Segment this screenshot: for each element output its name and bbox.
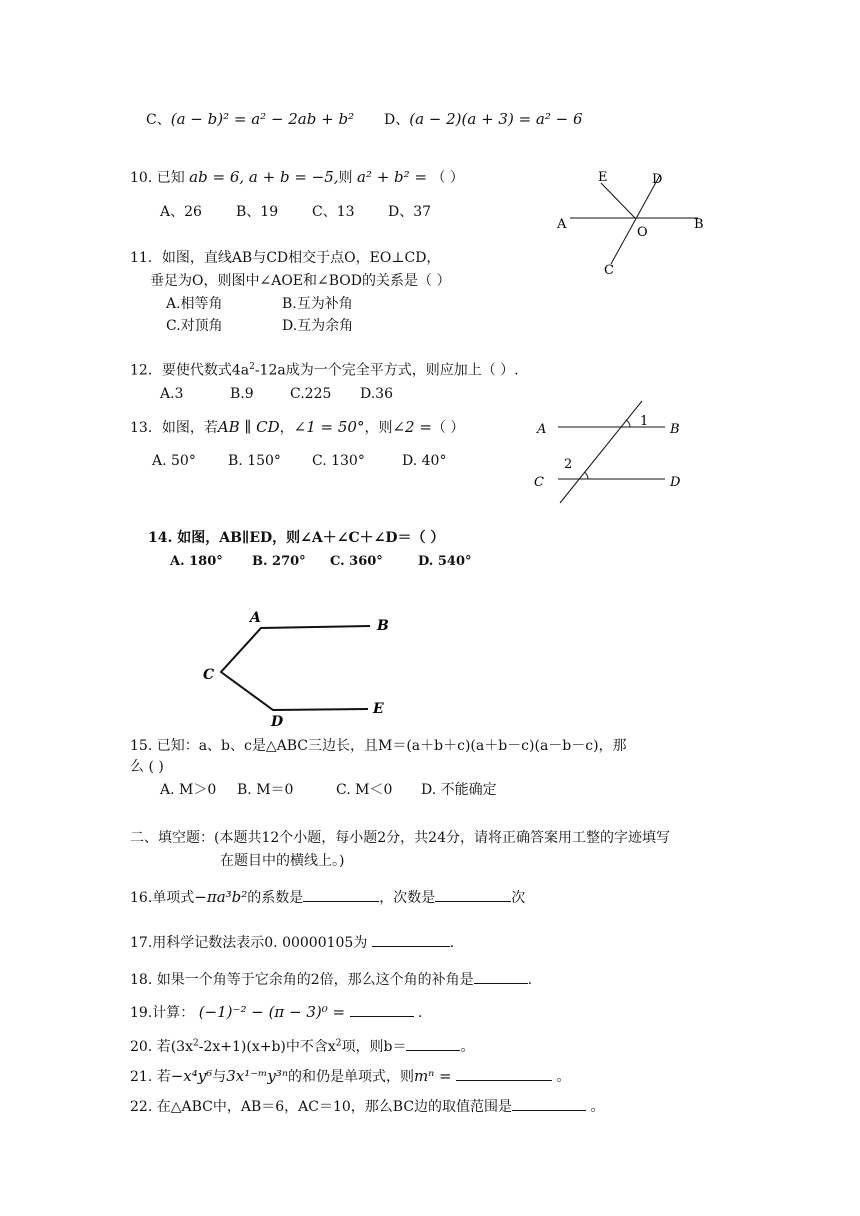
line-cd — [611, 175, 660, 264]
q16-pre: 16.单项式 — [130, 890, 195, 906]
q20-post1: 项，则b＝ — [341, 1039, 407, 1055]
q16-blank-degree[interactable] — [435, 887, 511, 902]
q20-sup1: 2 — [192, 1038, 199, 1049]
q19 — [130, 1002, 423, 1022]
q14-option-b: B. 270° — [252, 554, 306, 569]
label-d: D — [271, 714, 284, 730]
q19-pre: 19.计算： — [130, 1005, 195, 1021]
q19-blank[interactable] — [350, 1002, 414, 1017]
q13-figure — [530, 395, 700, 510]
q10-option-c: C、13 — [312, 204, 355, 220]
label-d: D — [652, 172, 663, 187]
q12-stem-sup: 2 — [249, 362, 255, 372]
label-c: C — [534, 475, 544, 490]
q14-option-d: D. 540° — [418, 554, 472, 569]
q19-post: . — [418, 1005, 423, 1021]
polyline-abcde — [221, 626, 370, 710]
section2-heading-line1: 二、填空题：(本题共12个小题，每小题2分，共24分，请将正确答案用工整的字迹填写 — [130, 830, 670, 846]
q13-sep: ， — [279, 420, 294, 436]
q17-post: . — [449, 935, 455, 951]
label-d: D — [670, 475, 681, 490]
q13-mid: ，则 — [364, 420, 393, 436]
q20-post2: 。 — [460, 1039, 475, 1055]
q9-option-d-label: D、 — [384, 112, 410, 128]
q11-option-d: D.互为余角 — [282, 318, 354, 334]
q21-expression2: 3x¹⁻ᵐy³ⁿ — [226, 1067, 288, 1085]
q18-post: . — [527, 972, 533, 988]
section2-heading-line2: 在题目中的横线上。) — [220, 853, 345, 869]
q14-figure — [195, 600, 405, 730]
q21-post1: 的和仍是单项式，则 — [287, 1069, 414, 1085]
q17 — [130, 932, 454, 952]
q10-prefix: 已知 — [156, 170, 185, 186]
q13-option-d: D. 40° — [402, 453, 447, 469]
q15-line1: 15. 已知：a、b、c是△ABC三边长，且M＝(a＋b＋c)(a＋b－c)(a－b－c)，那 — [130, 738, 627, 754]
label-c: C — [604, 263, 614, 278]
q22-blank[interactable] — [512, 1096, 586, 1111]
q10-stem — [130, 168, 464, 187]
q16-blank-coefficient[interactable] — [303, 887, 379, 902]
q10-option-d: D、37 — [388, 204, 432, 220]
q17-text: 17.用科学记数法表示0. 00000105为 — [130, 935, 368, 951]
q11-option-a: A.相等角 — [166, 296, 223, 312]
q20-mid: -2x+1)(x+b)中不含x — [198, 1039, 336, 1055]
q14-option-a: A. 180° — [170, 554, 223, 569]
q12-option-c: C.225 — [290, 386, 332, 402]
q20-blank[interactable] — [406, 1036, 460, 1051]
label-a: A — [557, 217, 567, 232]
q18-text: 18. 如果一个角等于它余角的2倍，那么这个角的补角是 — [130, 972, 474, 988]
q12-stem — [130, 362, 519, 379]
q10-option-b: B、19 — [236, 204, 279, 220]
q14-stem: 14. 如图，AB∥ED，则∠A＋∠C＋∠D＝（ ） — [148, 530, 445, 546]
q9-option-d — [384, 110, 583, 129]
label-c: C — [203, 667, 215, 683]
q16-expression: −πa³b² — [194, 888, 248, 906]
q21-post2: 。 — [556, 1069, 571, 1085]
q12-stem-pre: 12．要使代数式4a — [130, 362, 250, 379]
q10-answer-paren: （ ） — [431, 170, 464, 186]
ray-oe — [601, 183, 635, 218]
label-a: A — [250, 610, 261, 626]
label-a: A — [537, 422, 547, 437]
q13-stem-pre: 13．如图，若 — [130, 420, 218, 436]
q10-option-a: A、26 — [160, 204, 202, 220]
q15-line2: 么 ( ) — [130, 759, 164, 775]
q13-option-b: B. 150° — [228, 453, 281, 469]
q13-condition-angle: ∠1 = 50° — [293, 418, 365, 436]
q21-expression1: −x⁴y⁶ — [170, 1067, 213, 1085]
label-b: B — [694, 217, 704, 232]
q9-option-c-label: C、 — [146, 112, 171, 128]
q11-line2: 垂足为O，则图中∠AOE和∠BOD的关系是（ ） — [150, 273, 451, 289]
q10-condition: ab = 6, a + b = −5, — [189, 168, 339, 186]
q12-option-d: D.36 — [360, 386, 393, 402]
transversal — [560, 401, 642, 503]
q22-text: 22. 在△ABC中，AB＝6，AC＝10，那么BC边的取值范围是 — [130, 1099, 513, 1115]
q11-line1: 11．如图，直线AB与CD相交于点O，EO⊥CD， — [130, 250, 441, 266]
label-e: E — [373, 701, 384, 717]
q15-option-a: A. M＞0 — [160, 782, 217, 798]
q22-post: 。 — [590, 1099, 605, 1115]
q13-ask: ∠2 = — [392, 418, 432, 436]
q19-expression: (−1)⁻² − (π − 3)⁰ = — [198, 1003, 346, 1021]
q12-option-a: A.3 — [160, 386, 184, 402]
q13-answer-paren: （ ） — [431, 420, 465, 436]
q15-option-b: B. M＝0 — [237, 782, 294, 798]
q11-option-b: B.互为补角 — [282, 296, 353, 312]
q11-figure — [550, 165, 720, 285]
q17-blank[interactable] — [372, 932, 450, 947]
label-o: O — [637, 225, 648, 240]
q14-option-c: C. 360° — [330, 554, 383, 569]
q13-option-c: C. 130° — [312, 453, 365, 469]
q11-option-c: C.对顶角 — [166, 318, 223, 334]
angle-1-arc — [626, 420, 630, 427]
q16 — [130, 887, 525, 907]
q18-blank[interactable] — [474, 969, 528, 984]
q10-expression: a² + b² = — [357, 168, 428, 186]
q15-option-d: D. 不能确定 — [421, 782, 497, 798]
q21-expression3: mⁿ = — [413, 1067, 452, 1085]
q16-mid: 的系数是 — [247, 890, 304, 906]
q21-pre: 21. 若 — [130, 1069, 171, 1085]
q16-post: 次 — [511, 890, 526, 906]
q16-sep: ，次数是 — [379, 890, 436, 906]
q22 — [130, 1096, 605, 1116]
q20 — [130, 1036, 474, 1056]
q10-number: 10. — [130, 170, 153, 186]
q15-option-c: C. M＜0 — [336, 782, 393, 798]
q10-then: 则 — [338, 170, 353, 186]
label-b: B — [377, 618, 389, 634]
q12-stem-post: -12a成为一个完全平方式，则应加上（ ）. — [254, 362, 519, 379]
q21 — [130, 1066, 571, 1086]
q21-mid: 与 — [212, 1069, 227, 1085]
q20-pre: 20. 若(3x — [130, 1039, 193, 1055]
q21-blank[interactable] — [456, 1066, 552, 1081]
label-angle-2: 2 — [564, 457, 573, 472]
label-b: B — [670, 422, 680, 437]
q12-option-b: B.9 — [230, 386, 254, 402]
q9-option-c — [146, 110, 354, 129]
label-e: E — [598, 170, 608, 185]
q9-option-d-formula: (a − 2)(a + 3) = a² − 6 — [409, 110, 583, 128]
q9-option-c-formula: (a − b)² = a² − 2ab + b² — [170, 110, 355, 128]
q13-option-a: A. 50° — [152, 453, 196, 469]
q13-stem — [130, 418, 464, 437]
q20-sup2: 2 — [335, 1038, 342, 1049]
q18 — [130, 969, 532, 989]
q13-condition-parallel: AB ∥ CD — [217, 418, 280, 436]
label-angle-1: 1 — [640, 414, 649, 429]
